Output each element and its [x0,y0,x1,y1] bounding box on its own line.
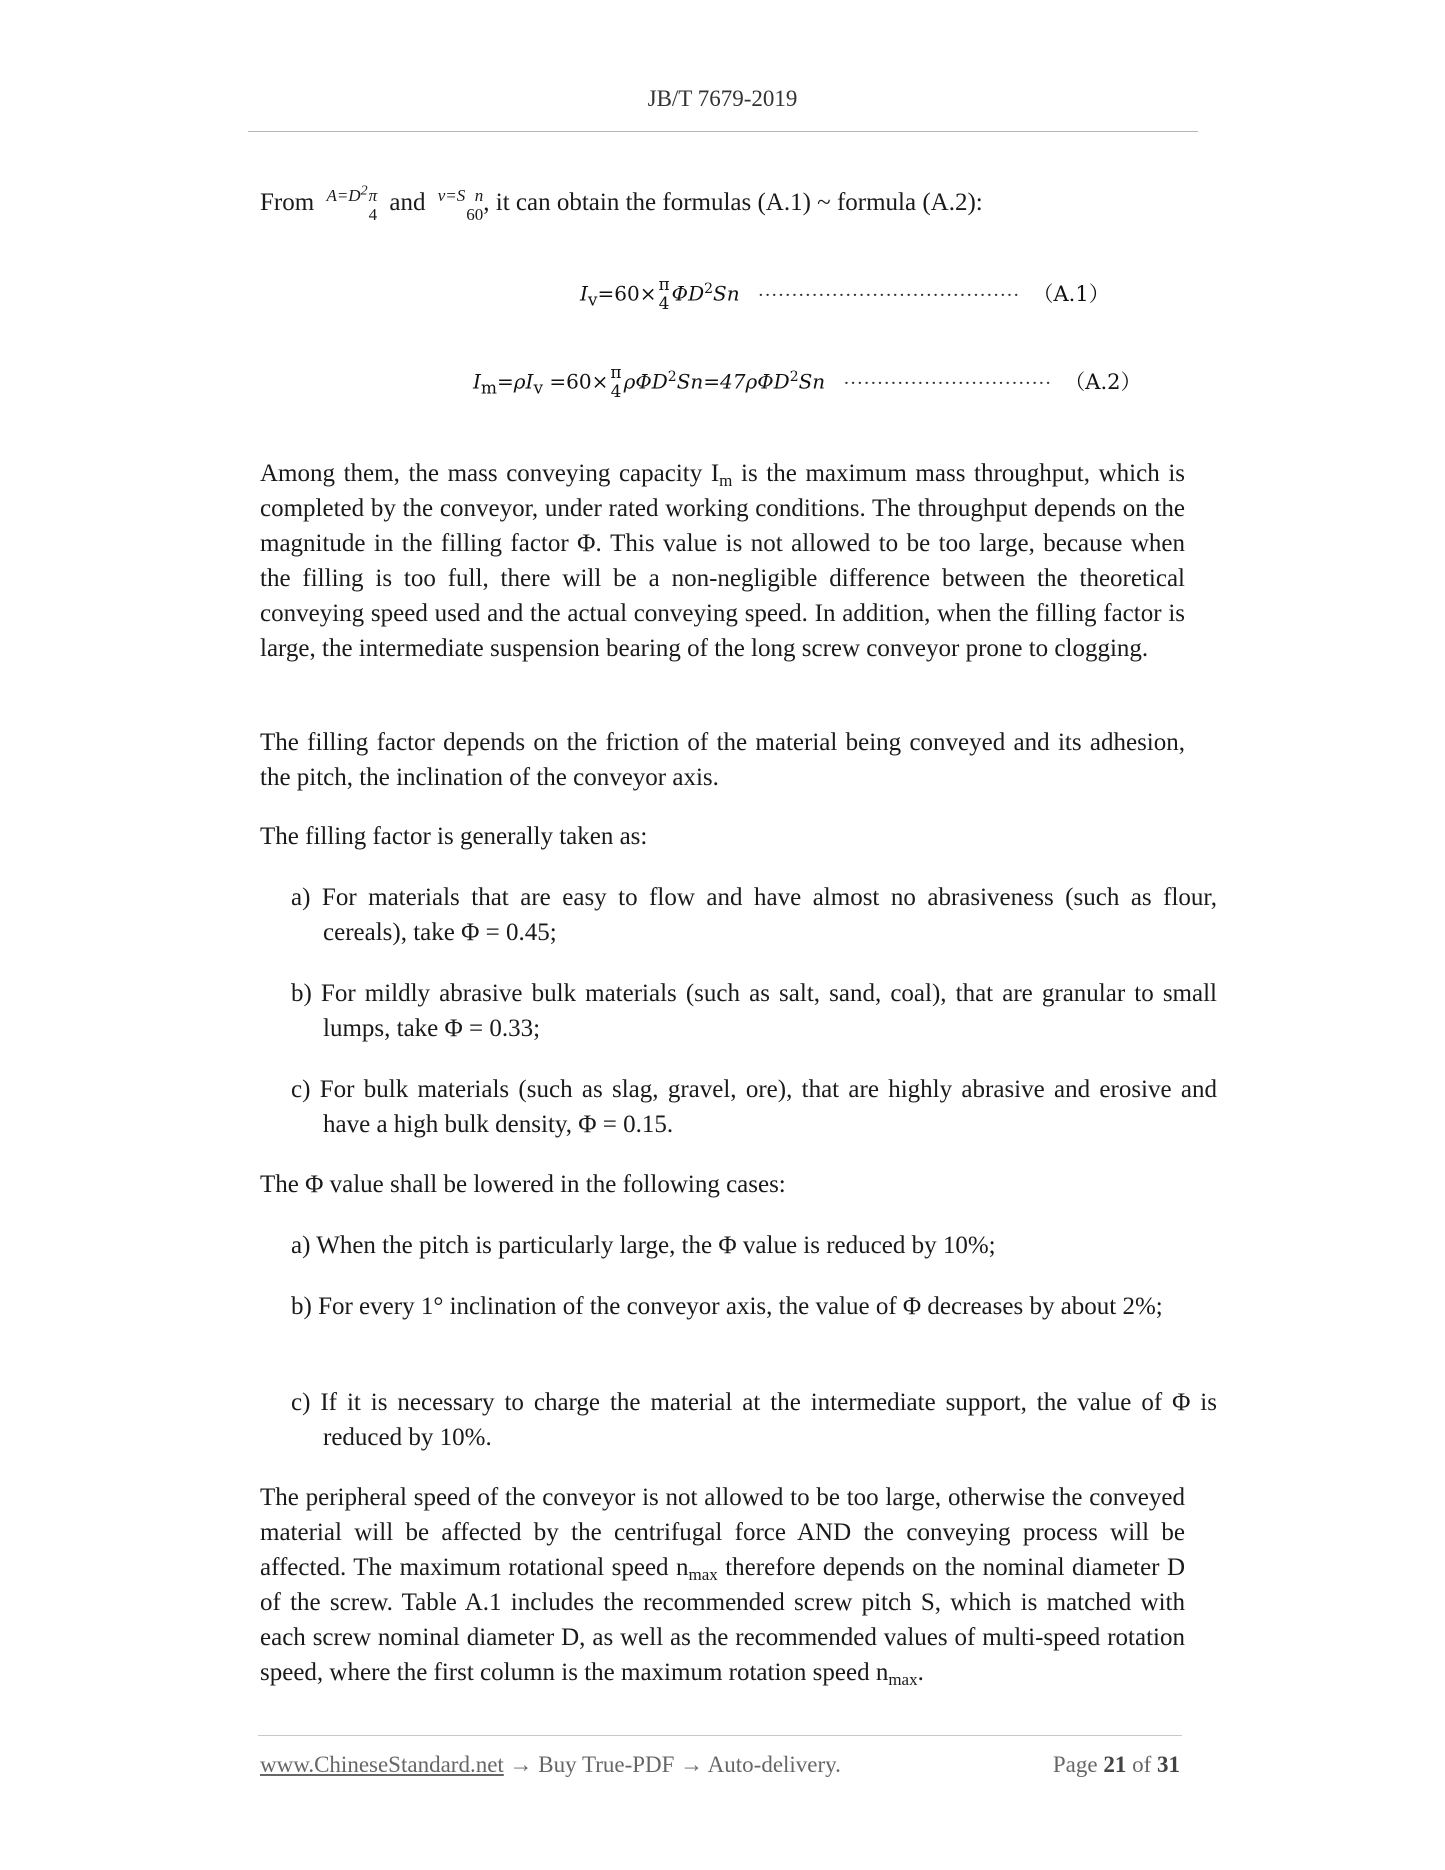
list-item: c) If it is necessary to charge the material at the intermediate support, the value of Φ is reduced by 10%. [291,1389,1217,1451]
page-indicator: Page 21 of 31 [1052,1752,1180,1777]
list-item: a) For materials that are easy to flow and have almost no abrasiveness (such as flour, cereals), take Φ = 0.45; [291,884,1217,946]
list-item: b) For mildly abrasive bulk materials (such as salt, sand, coal), that are granular to small lumps, take Φ = 0.33; [291,980,1217,1042]
paragraph-filling-factor: The filling factor depends on the friction of the material being conveyed and its adhesion, the pitch, the inclination of the conveyor axis. [260,729,1185,791]
intro-line [260,168,1220,238]
equation-a2: $I_m=\rho I_v =60\times$ π 4 ρΦD$^2$Sn=47ρΦD$^2$Sn ······························· （A.2） [473,363,1142,402]
website-link[interactable]: www.ChineseStandard.net [260,1752,504,1777]
paragraph-peripheral-speed: The peripheral speed of the conveyor is not allowed to be too large, otherwise the conveyed material will be affected by the centrifugal force AND the conveying process will be affected. The maximum rotational speed $n_{max}$ therefore depends on the nominal diameter D of the screw. Table A.1 includes the recommended screw pitch S, which is matched with each screw nominal diameter D, as well as the recommended values of multi-speed rotation speed, where the first column is the maximum rotation speed $n_{max}$. [260,1484,1185,1689]
header-divider [248,131,1198,132]
intro-and: and [389,189,426,216]
list-item: a) When the pitch is particularly large, the Φ value is reduced by 10%; [291,1232,996,1259]
paragraph-mass-capacity: Among them, the mass conveying capacity $I_m$ is the maximum mass throughput, which is completed by the conveyor, under rated working conditions. The throughput depends on the magnitude in the filling factor Φ. This value is not allowed to be too large, because when the filling is too full, there will be a non-negligible difference between the theoretical conveying speed used and the actual conveying speed. In addition, when the filling factor is large, the intermediate suspension bearing of the long screw conveyor prone to clogging. [260,460,1185,662]
list-item: b) For every 1° inclination of the conveyor axis, the value of Φ decreases by about 2%; [291,1293,1163,1320]
speed-formula: v=S n 60 [437,186,484,225]
paragraph-filling-intro: The filling factor is generally taken as: [260,823,648,850]
intro-from: From [260,189,315,216]
leader-dots: ······························· [843,372,1052,394]
document-code-header: JB/T 7679-2019 [647,86,798,111]
leader-dots: ······································· [757,284,1021,306]
equation-number: （A.1） [1032,281,1110,306]
page-footer [260,1752,1180,1782]
equation-a1: $I_v=60\times$ π 4 $\Phi D^2Sn$ ······································· （A.1） [580,275,1110,314]
footer-divider [258,1735,1182,1736]
paragraph-lowered-cases: The Φ value shall be lowered in the following cases: [260,1171,786,1198]
intro-rest: , it can obtain the formulas (A.1) ~ formula (A.2): [483,189,983,216]
area-formula: $A=D^2$ π 4 [326,183,378,225]
footer-promo-text: → Buy True-PDF → Auto-delivery. [503,1752,841,1777]
equation-number: （A.2） [1064,369,1142,394]
list-item: c) For bulk materials (such as slag, gravel, ore), that are highly abrasive and erosive and have a high bulk density, Φ = 0.15. [291,1076,1217,1138]
